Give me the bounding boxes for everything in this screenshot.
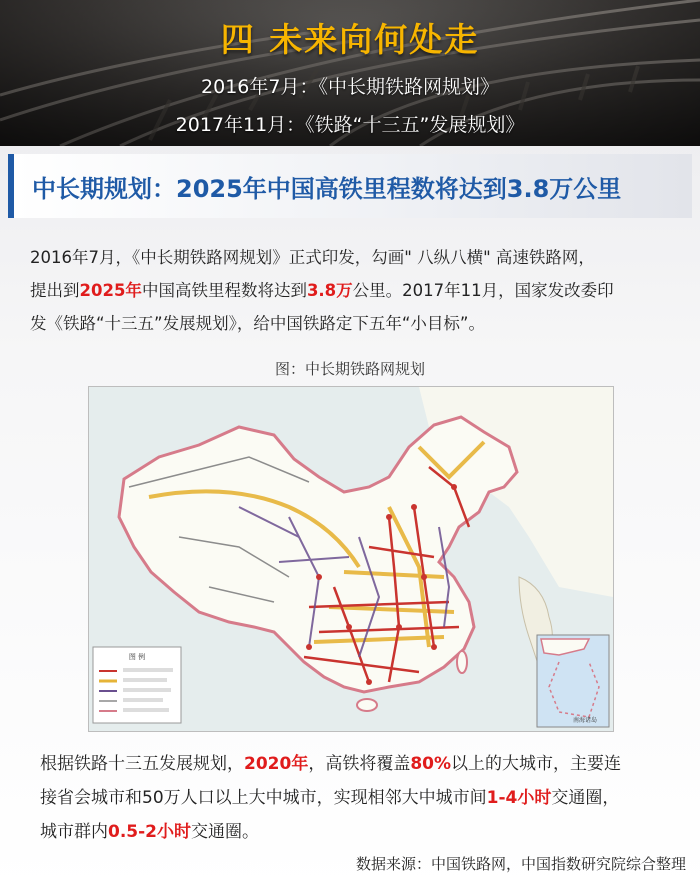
section-heading-text: 中长期规划：2025年中国高铁里程数将达到3.8万公里 (32, 175, 622, 203)
map-legend (93, 647, 181, 723)
highlight-hours: 1-4小时 (486, 788, 552, 808)
plan-text: ，高铁将覆盖 (308, 754, 411, 774)
plan-text: 交通圈， (551, 788, 620, 808)
plan-text: 交通圈。 (191, 822, 259, 842)
intro-text: 公里。2017年11月，国家发改委印 (352, 281, 614, 300)
highlight-year: 2025年 (79, 281, 142, 300)
highlight-hours: 0.5-2小时 (108, 822, 191, 842)
plan-line-2 (40, 781, 680, 815)
plan-text: 接省会城市和50万人口以上大中城市，实现相邻大中城市间 (40, 788, 487, 808)
intro-line-3: 发《铁路“十三五”发展规划》，给中国铁路定下五年“小目标”。 (30, 314, 485, 333)
plan-paragraph (40, 747, 680, 849)
header-banner (0, 0, 700, 146)
hainan-island (357, 699, 377, 711)
highlight-year: 2020年 (244, 754, 309, 774)
banner-subtitle-1: 2016年7月：《中长期铁路网规划》 (201, 76, 499, 98)
intro-line-2 (30, 274, 670, 307)
legend-title: 图 例 (128, 653, 146, 661)
plan-line-1 (40, 747, 680, 781)
intro-text: 中国高铁里程数将达到 (141, 281, 307, 300)
intro-paragraph (30, 241, 670, 340)
figure-caption: 图：中长期铁路网规划 (274, 360, 425, 378)
plan-line-3 (40, 815, 680, 849)
banner-title: 四 未来向何处走 (220, 20, 480, 59)
south-china-sea-inset (537, 635, 609, 727)
banner-subtitle-2: 2017年11月：《铁路“十三五”发展规划》 (175, 114, 525, 136)
intro-line-1: 2016年7月，《中长期铁路网规划》正式印发，勾画" 八纵八横" 高速铁路网， (30, 248, 595, 267)
plan-text: 城市群内 (40, 822, 108, 842)
inset-label: 南海诸岛 (572, 717, 598, 724)
china-map-svg (89, 387, 613, 731)
intro-text: 提出到 (30, 281, 80, 300)
highlight-mileage: 3.8万 (306, 281, 353, 300)
railway-network-map (88, 386, 614, 732)
plan-text: 根据铁路十三五发展规划， (40, 754, 244, 774)
plan-text: 以上的大城市，主要连 (451, 754, 622, 774)
taiwan-island (457, 651, 467, 673)
data-source: 数据来源：中国铁路网，中国指数研究院综合整理 (355, 855, 686, 873)
highlight-coverage: 80% (410, 754, 452, 774)
section-heading (8, 154, 692, 218)
